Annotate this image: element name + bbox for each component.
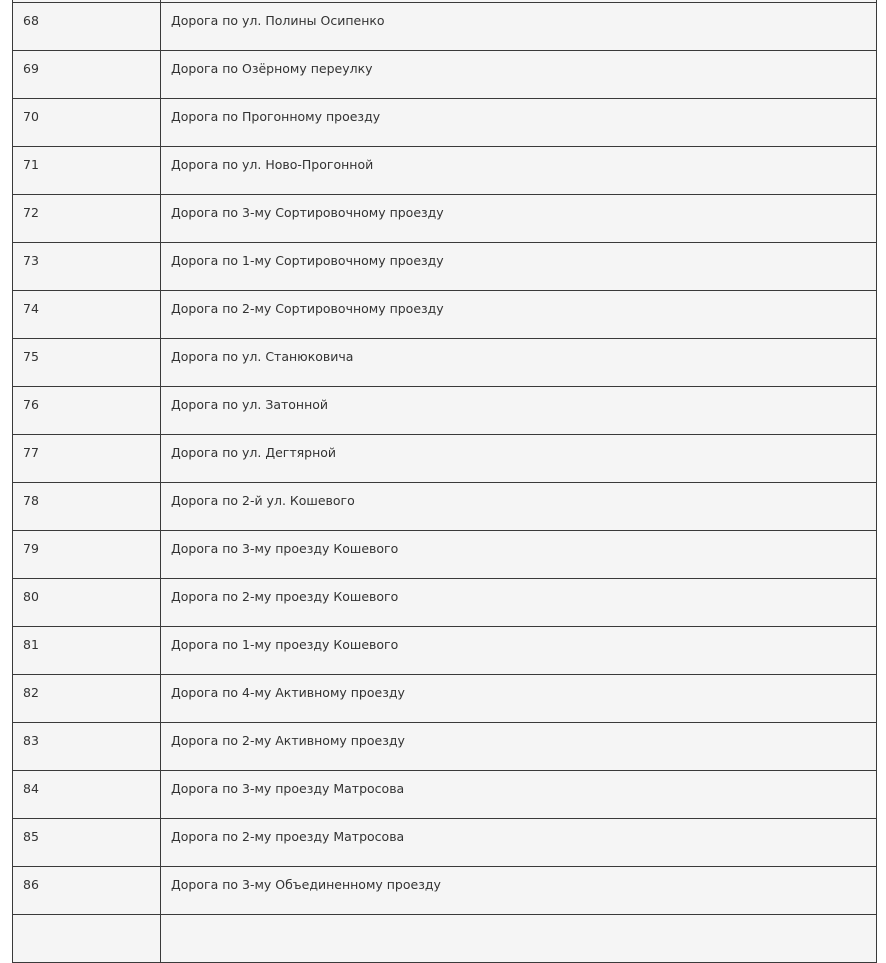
- row-number-cell: 70: [13, 99, 161, 147]
- table-row: [13, 195, 877, 243]
- row-number-cell: 69: [13, 51, 161, 99]
- row-number-cell: 85: [13, 819, 161, 867]
- road-name-cell: Дорога по 2-й ул. Кошевого: [161, 483, 877, 531]
- road-name-cell: Дорога по 3-му Сортировочному проезду: [161, 195, 877, 243]
- row-number-cell: 73: [13, 243, 161, 291]
- road-name-cell: Дорога по 1-му Сортировочному проезду: [161, 243, 877, 291]
- table-row: [13, 147, 877, 195]
- table-row: [13, 483, 877, 531]
- row-number-cell: 71: [13, 147, 161, 195]
- road-name-cell: Дорога по ул. Затонной: [161, 387, 877, 435]
- road-name-cell: Дорога по Озёрному переулку: [161, 51, 877, 99]
- table-row: [13, 819, 877, 867]
- road-name-cell: Дорога по 4-му Активному проезду: [161, 675, 877, 723]
- row-number-cell: 76: [13, 387, 161, 435]
- row-number-cell: 81: [13, 627, 161, 675]
- row-number-cell: 74: [13, 291, 161, 339]
- row-number-cell: 82: [13, 675, 161, 723]
- road-name-cell: Дорога по 3-му проезду Матросова: [161, 771, 877, 819]
- road-name-cell: Дорога по ул. Ново-Прогонной: [161, 147, 877, 195]
- road-name-cell: Дорога по 2-му проезду Кошевого: [161, 579, 877, 627]
- table-row: [13, 867, 877, 915]
- road-name-cell: Дорога по Прогонному проезду: [161, 99, 877, 147]
- road-name-cell: [161, 915, 877, 963]
- road-name-cell: Дорога по 3-му Объединенному проезду: [161, 867, 877, 915]
- table-row: [13, 771, 877, 819]
- row-number-cell: 75: [13, 339, 161, 387]
- table-row: [13, 579, 877, 627]
- row-number-cell: 68: [13, 3, 161, 51]
- road-name-cell: Дорога по ул. Станюковича: [161, 339, 877, 387]
- table-row: [13, 435, 877, 483]
- row-number-cell: 77: [13, 435, 161, 483]
- row-number-cell: [13, 915, 161, 963]
- table-row: [13, 243, 877, 291]
- row-number-cell: 86: [13, 867, 161, 915]
- row-number-cell: 83: [13, 723, 161, 771]
- road-name-cell: Дорога по 2-му Активному проезду: [161, 723, 877, 771]
- roads-table-body: [13, 0, 877, 963]
- row-number-cell: 72: [13, 195, 161, 243]
- road-name-cell: Дорога по 2-му Сортировочному проезду: [161, 291, 877, 339]
- road-name-cell: Дорога по 3-му проезду Кошевого: [161, 531, 877, 579]
- table-row: [13, 51, 877, 99]
- roads-table: [12, 0, 877, 963]
- table-row: [13, 291, 877, 339]
- road-name-cell: Дорога по 1-му проезду Кошевого: [161, 627, 877, 675]
- row-number-cell: 80: [13, 579, 161, 627]
- road-name-cell: Дорога по 2-му проезду Матросова: [161, 819, 877, 867]
- table-row: [13, 915, 877, 963]
- road-name-cell: Дорога по ул. Полины Осипенко: [161, 3, 877, 51]
- row-number-cell: 79: [13, 531, 161, 579]
- table-row: [13, 3, 877, 51]
- table-row: [13, 723, 877, 771]
- road-name-cell: Дорога по ул. Дегтярной: [161, 435, 877, 483]
- table-row: [13, 387, 877, 435]
- table-row: [13, 675, 877, 723]
- roads-table-container: [12, 0, 876, 963]
- table-row: [13, 99, 877, 147]
- table-row: [13, 531, 877, 579]
- table-row: [13, 339, 877, 387]
- table-row: [13, 627, 877, 675]
- row-number-cell: 84: [13, 771, 161, 819]
- row-number-cell: 78: [13, 483, 161, 531]
